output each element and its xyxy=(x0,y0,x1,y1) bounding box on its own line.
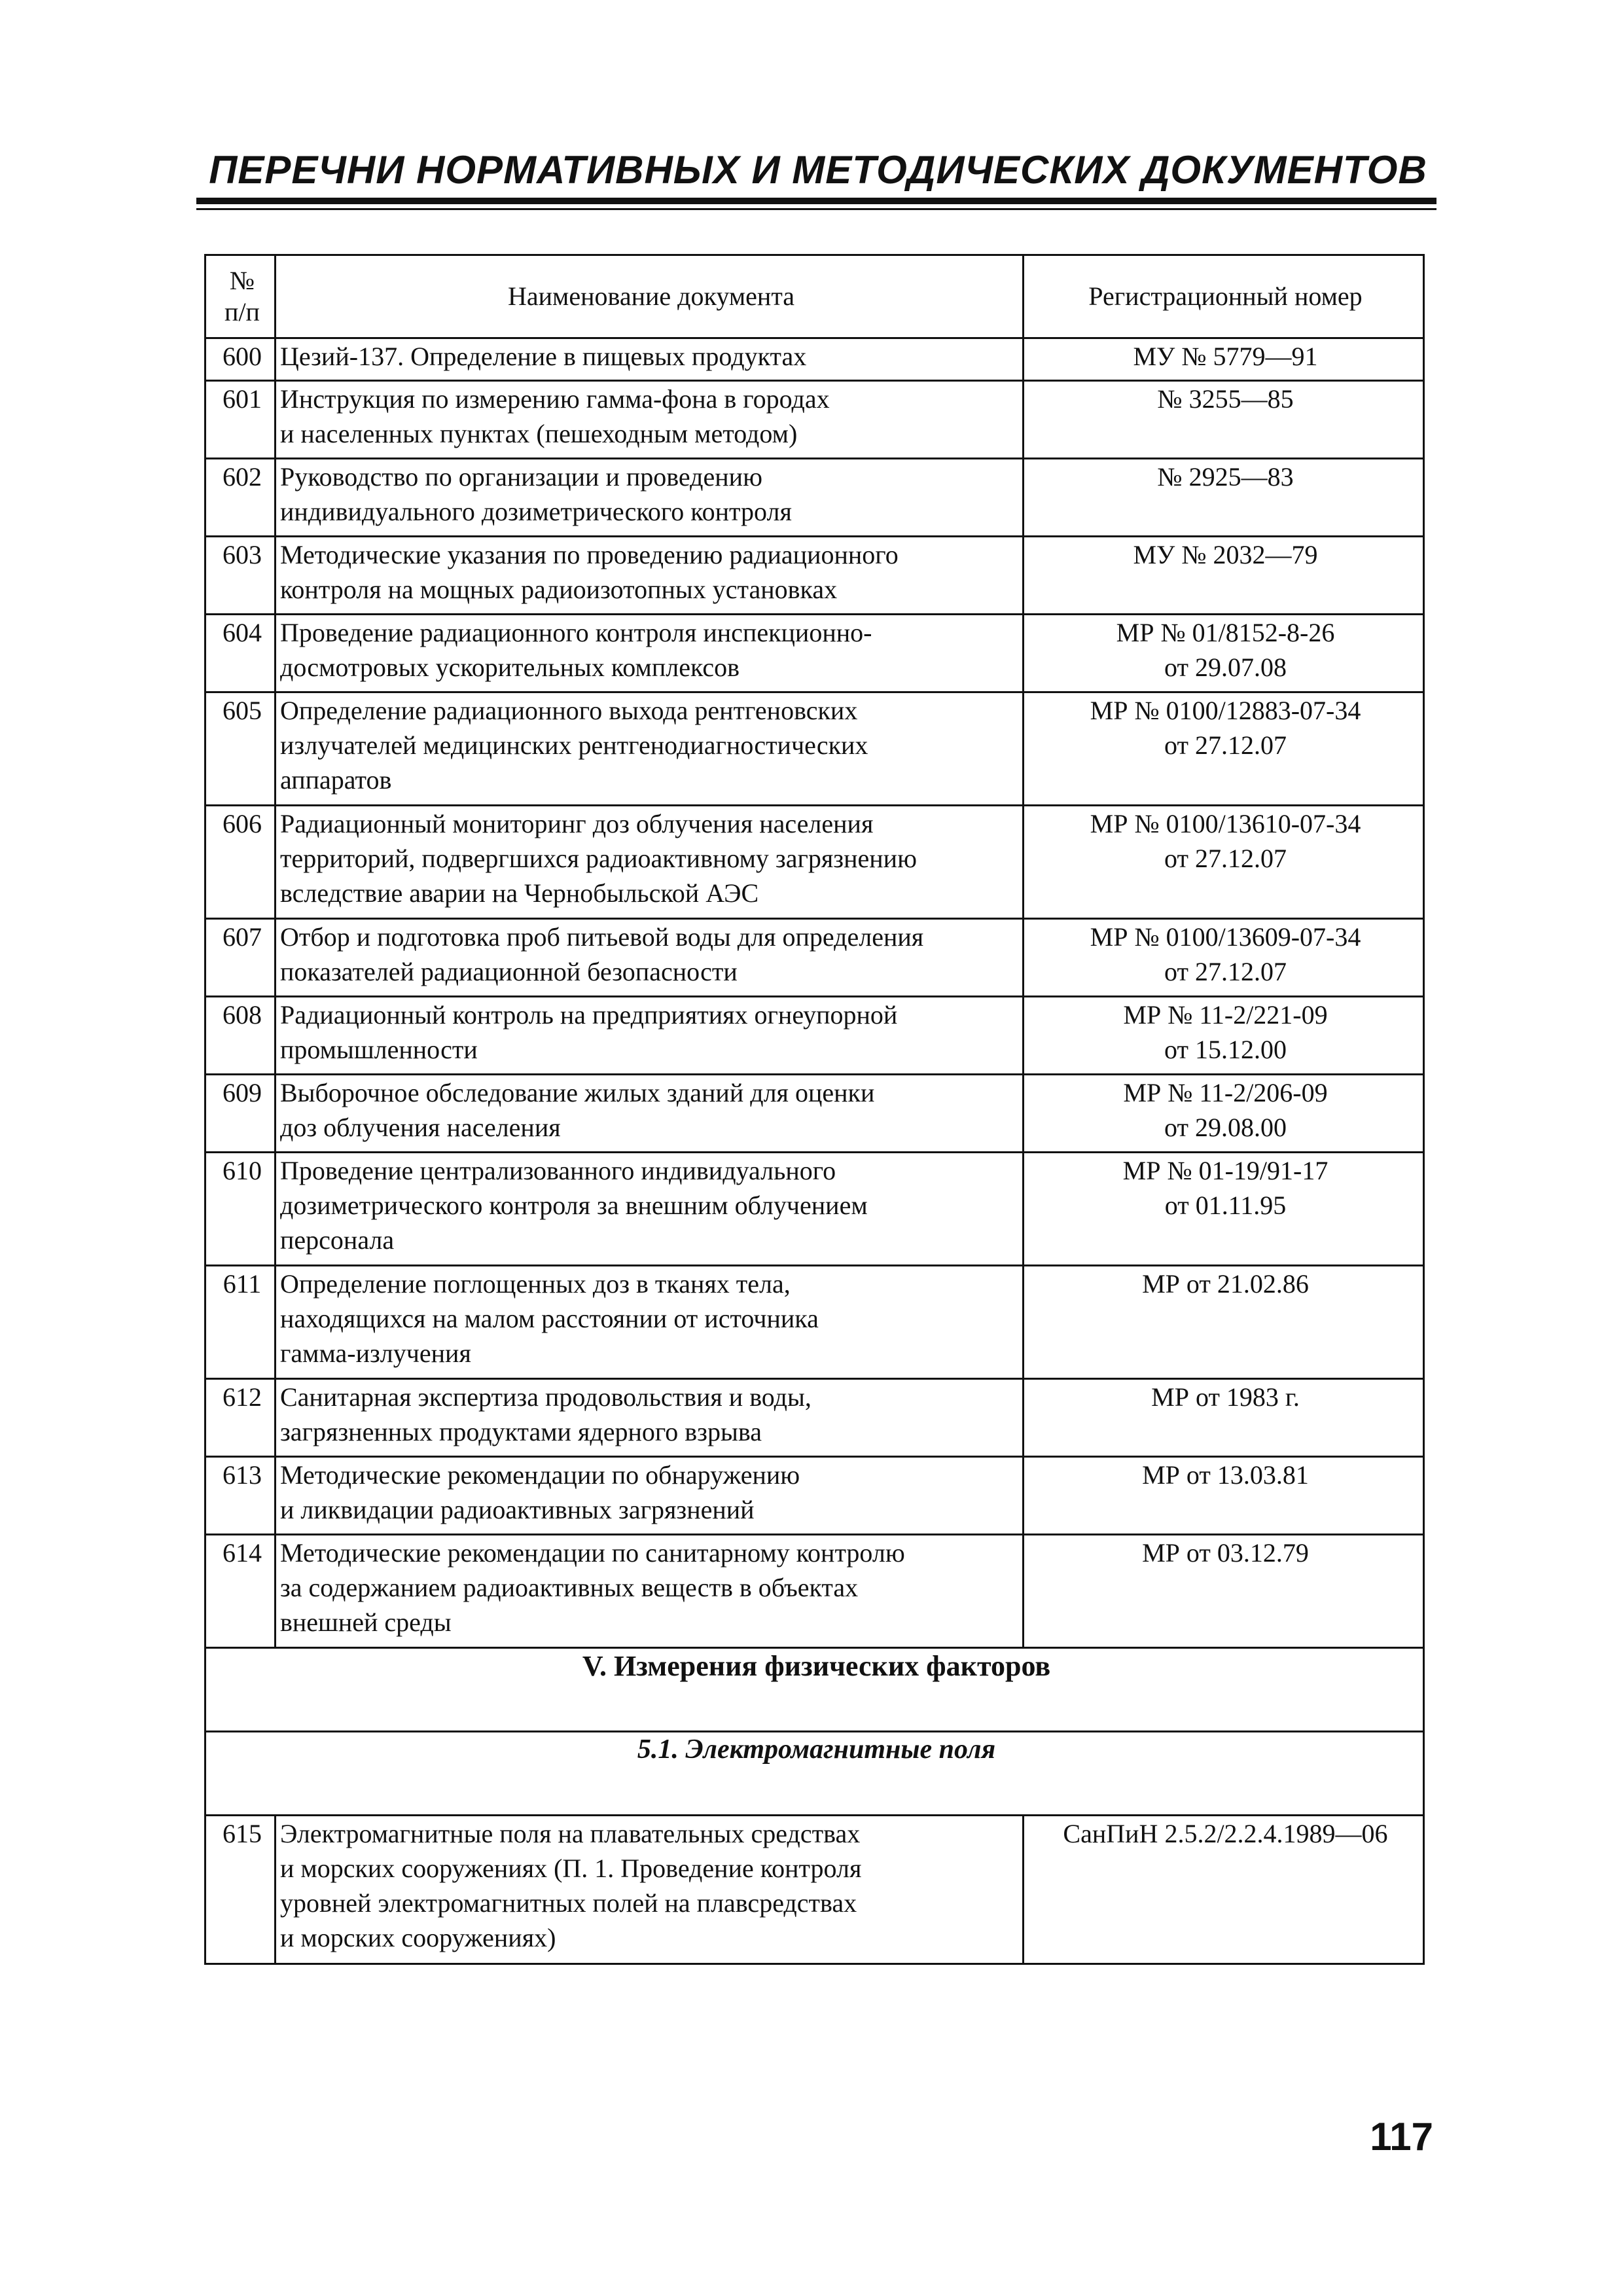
registration-number: МР № 0100/13609-07-34 от 27.12.07 xyxy=(1024,919,1424,997)
subsection-row xyxy=(205,1732,1424,1816)
table-row xyxy=(205,1379,1424,1457)
registration-number: МР № 0100/12883-07-34 от 27.12.07 xyxy=(1024,692,1424,806)
table-row xyxy=(205,381,1424,459)
table-header-row xyxy=(205,255,1424,338)
registration-number: МР № 11-2/221-09 от 15.12.00 xyxy=(1024,997,1424,1075)
document-name: Цезий-137. Определение в пищевых продуктах xyxy=(276,338,1024,381)
registration-number: СанПиН 2.5.2/2.2.4.1989—06 xyxy=(1024,1816,1424,1964)
header-rule-thick xyxy=(196,198,1436,204)
registration-number: МР № 01/8152-8-26 от 29.07.08 xyxy=(1024,615,1424,692)
document-name: Выборочное обследование жилых зданий для оценки доз облучения населения xyxy=(276,1075,1024,1153)
row-number: 608 xyxy=(205,997,276,1075)
row-number: 603 xyxy=(205,537,276,615)
registration-number: МР № 11-2/206-09 от 29.08.00 xyxy=(1024,1075,1424,1153)
page-header-title: ПЕРЕЧНИ НОРМАТИВНЫХ И МЕТОДИЧЕСКИХ ДОКУМЕНТОВ xyxy=(209,148,1427,192)
table-row xyxy=(205,997,1424,1075)
table-row xyxy=(205,338,1424,381)
document-name: Определение поглощенных доз в тканях тела, находящихся на малом расстоянии от источника гамма-излучения xyxy=(276,1266,1024,1379)
document-name: Проведение радиационного контроля инспекционно- досмотровых ускорительных комплексов xyxy=(276,615,1024,692)
column-header-name: Наименование документа xyxy=(276,255,1024,338)
registration-number: № 2925—83 xyxy=(1024,459,1424,537)
document-name: Инструкция по измерению гамма-фона в городах и населенных пунктах (пешеходным методом) xyxy=(276,381,1024,459)
document-name: Методические рекомендации по обнаружению и ликвидации радиоактивных загрязнений xyxy=(276,1457,1024,1535)
table-row xyxy=(205,919,1424,997)
document-name: Санитарная экспертиза продовольствия и воды, загрязненных продуктами ядерного взрыва xyxy=(276,1379,1024,1457)
row-number: 611 xyxy=(205,1266,276,1379)
row-number: 601 xyxy=(205,381,276,459)
registration-number: МР от 1983 г. xyxy=(1024,1379,1424,1457)
table-row xyxy=(205,1535,1424,1648)
table-row xyxy=(205,1153,1424,1266)
document-name: Проведение централизованного индивидуального дозиметрического контроля за внешним облучением персонала xyxy=(276,1153,1024,1266)
registration-number: МУ № 5779—91 xyxy=(1024,338,1424,381)
row-number: 609 xyxy=(205,1075,276,1153)
row-number: 602 xyxy=(205,459,276,537)
table-row xyxy=(205,1816,1424,1964)
document-name: Методические рекомендации по санитарному контролю за содержанием радиоактивных веществ в объектах внешней среды xyxy=(276,1535,1024,1648)
document-name: Радиационный мониторинг доз облучения населения территорий, подвергшихся радиоактивному загрязнению вследствие аварии на Чернобыльской АЭС xyxy=(276,806,1024,919)
row-number: 600 xyxy=(205,338,276,381)
table-row xyxy=(205,615,1424,692)
table-row xyxy=(205,1075,1424,1153)
section-heading: V. Измерения физических факторов xyxy=(205,1648,1424,1732)
registration-number: МР от 21.02.86 xyxy=(1024,1266,1424,1379)
table-row xyxy=(205,1457,1424,1535)
registration-number: МР от 13.03.81 xyxy=(1024,1457,1424,1535)
table-row xyxy=(205,692,1424,806)
document-name: Радиационный контроль на предприятиях огнеупорной промышленности xyxy=(276,997,1024,1075)
table-row xyxy=(205,459,1424,537)
table-row xyxy=(205,806,1424,919)
row-number: 606 xyxy=(205,806,276,919)
documents-table xyxy=(204,254,1425,1965)
row-number: 612 xyxy=(205,1379,276,1457)
registration-number: МР от 03.12.79 xyxy=(1024,1535,1424,1648)
document-name: Руководство по организации и проведению индивидуального дозиметрического контроля xyxy=(276,459,1024,537)
registration-number: МР № 0100/13610-07-34 от 27.12.07 xyxy=(1024,806,1424,919)
document-name: Отбор и подготовка проб питьевой воды для определения показателей радиационной безопасности xyxy=(276,919,1024,997)
table-row xyxy=(205,1266,1424,1379)
document-name: Методические указания по проведению радиационного контроля на мощных радиоизотопных установках xyxy=(276,537,1024,615)
page-number: 117 xyxy=(1370,2115,1433,2159)
row-number: 604 xyxy=(205,615,276,692)
row-number: 607 xyxy=(205,919,276,997)
document-name: Определение радиационного выхода рентгеновских излучателей медицинских рентгенодиагностических аппаратов xyxy=(276,692,1024,806)
registration-number: МР № 01-19/91-17 от 01.11.95 xyxy=(1024,1153,1424,1266)
registration-number: № 3255—85 xyxy=(1024,381,1424,459)
row-number: 610 xyxy=(205,1153,276,1266)
section-row xyxy=(205,1648,1424,1732)
row-number: 605 xyxy=(205,692,276,806)
header-rule-thin xyxy=(196,208,1436,210)
row-number: 615 xyxy=(205,1816,276,1964)
row-number: 614 xyxy=(205,1535,276,1648)
document-name: Электромагнитные поля на плавательных средствах и морских сооружениях (П. 1. Проведение контроля уровней электромагнитных полей на плавсредствах и морских сооружениях) xyxy=(276,1816,1024,1964)
registration-number: МУ № 2032—79 xyxy=(1024,537,1424,615)
column-header-reg: Регистрационный номер xyxy=(1024,255,1424,338)
column-header-num: № п/п xyxy=(205,255,276,338)
table-row xyxy=(205,537,1424,615)
row-number: 613 xyxy=(205,1457,276,1535)
subsection-heading: 5.1. Электромагнитные поля xyxy=(205,1732,1424,1816)
